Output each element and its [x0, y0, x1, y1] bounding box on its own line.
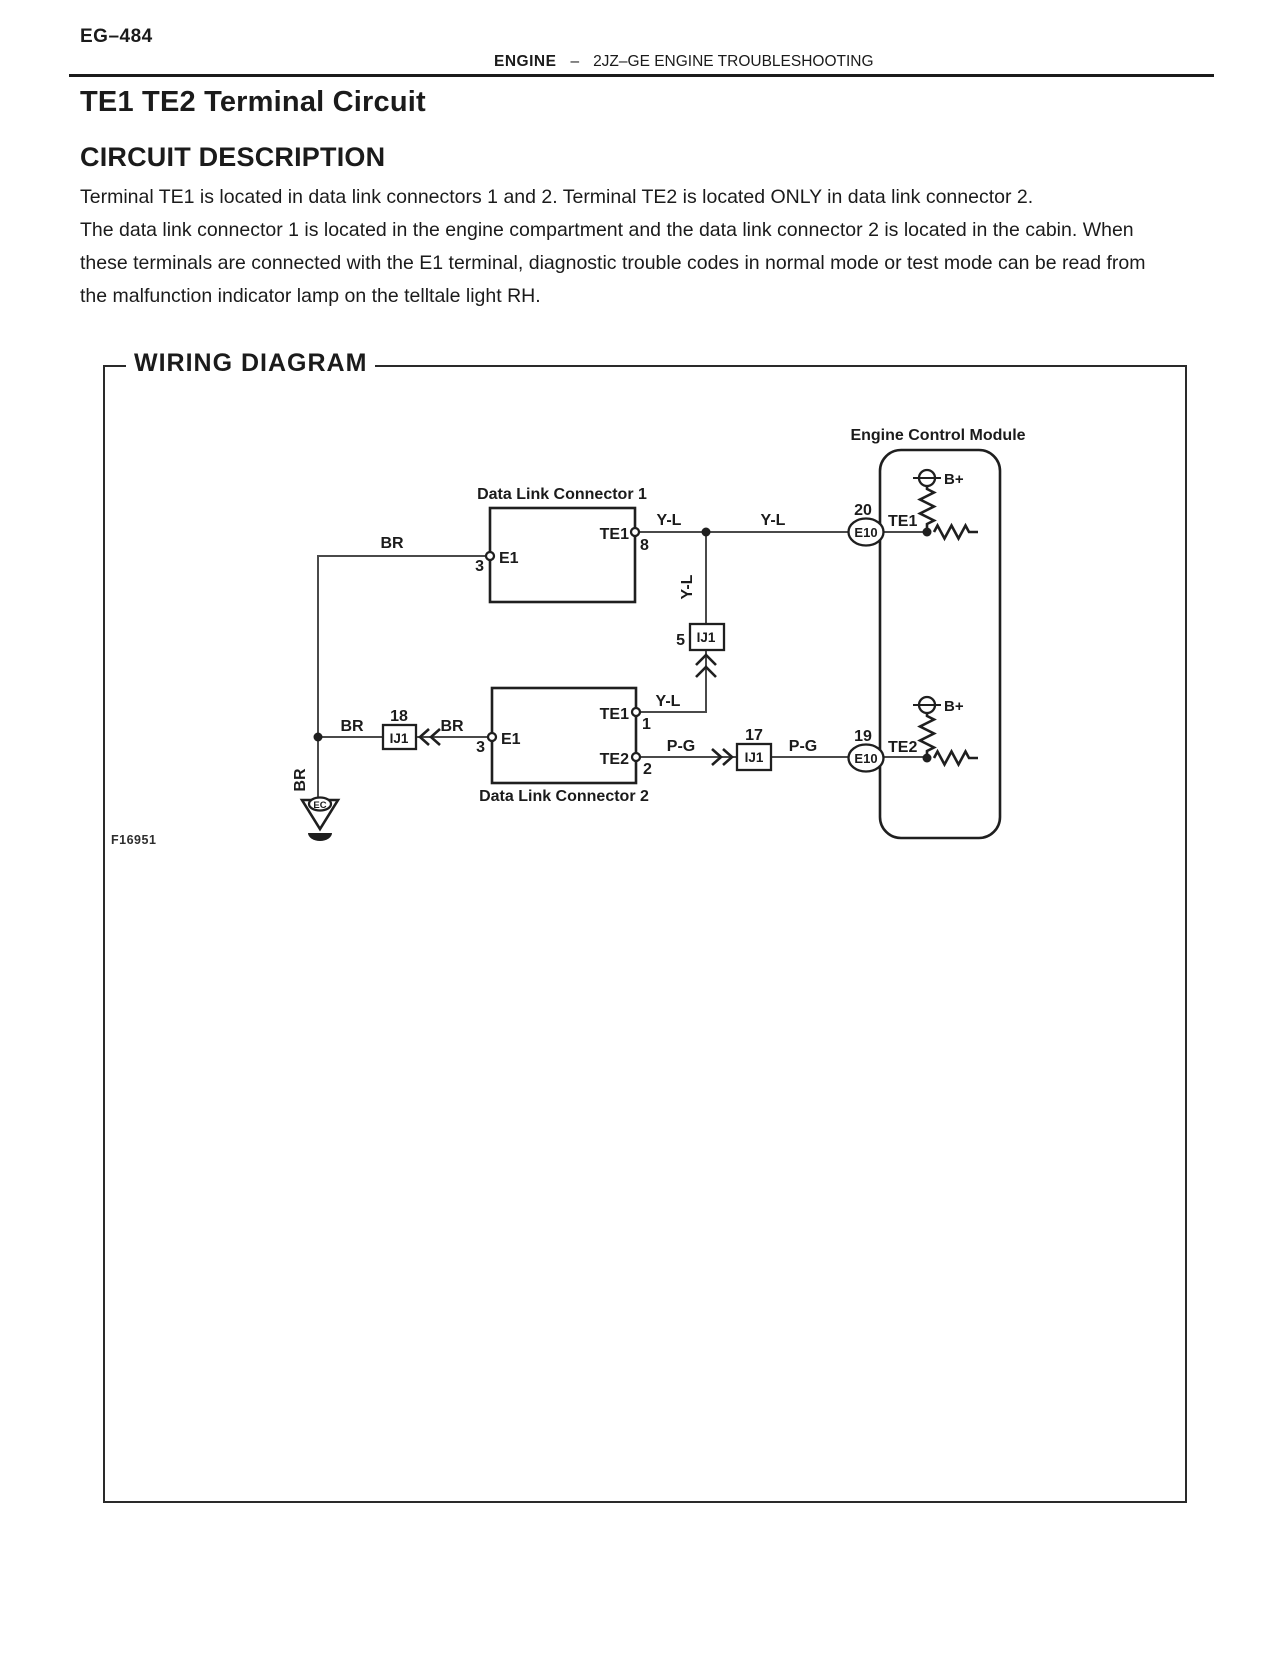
description-paragraph-1: Terminal TE1 is located in data link connectors 1 and 2. Terminal TE2 is located ONLY in data link connector 2.: [80, 186, 1034, 208]
section-heading: CIRCUIT DESCRIPTION: [80, 142, 386, 172]
b-plus-label: B+: [944, 471, 964, 488]
resistor-icon: [934, 526, 978, 539]
ecm-pin-19: 19: [854, 728, 872, 745]
page-title: TE1 TE2 Terminal Circuit: [80, 86, 426, 118]
dlc2-pin-2: 2: [643, 761, 652, 778]
dlc2-te2-label: TE2: [599, 751, 629, 768]
dlc2-te1-label: TE1: [599, 706, 629, 723]
wire-color-br: BR: [292, 768, 309, 792]
dlc1-pin-8: 8: [640, 537, 649, 554]
dlc2-pin-3: 3: [476, 739, 485, 756]
wiring-diagram-canvas: [103, 365, 1183, 1499]
ground-code-label: EC: [313, 800, 327, 811]
wire-color-br: BR: [380, 535, 404, 552]
terminal-pin-icon: [488, 733, 496, 741]
junction-ij1-label: IJ1: [744, 750, 764, 765]
figure-code: F16951: [111, 833, 157, 847]
terminal-pin-icon: [632, 753, 640, 761]
wire-br-ground-run: [318, 556, 490, 800]
dlc2-title: Data Link Connector 2: [479, 788, 649, 805]
dlc1-e1-label: E1: [499, 550, 519, 567]
resistor-icon: [920, 486, 934, 532]
junction-pin-18: 18: [390, 708, 408, 725]
junction-ij1-label: IJ1: [696, 630, 716, 645]
page-number: EG–484: [80, 26, 153, 47]
junction-dot: [923, 754, 932, 763]
dlc1-pin-3: 3: [475, 558, 484, 575]
ecm-box: [880, 450, 1000, 838]
ground-base-icon: [308, 833, 332, 841]
wire-color-br: BR: [440, 718, 464, 735]
running-header-separator: –: [570, 53, 580, 70]
wire-color-pg: P-G: [788, 738, 818, 755]
circuit-description: [80, 181, 1150, 313]
resistor-icon: [920, 713, 934, 758]
wire-color-yl: Y-L: [655, 693, 681, 710]
wire-color-pg: P-G: [666, 738, 696, 755]
wire-color-yl: Y-L: [679, 574, 696, 600]
dlc1-te1-label: TE1: [599, 526, 629, 543]
terminal-pin-icon: [631, 528, 639, 536]
dlc2-pin-1: 1: [642, 716, 651, 733]
ecm-pin-20: 20: [854, 502, 872, 519]
terminal-pin-icon: [632, 708, 640, 716]
dlc2-e1-label: E1: [501, 731, 521, 748]
wire-color-yl: Y-L: [760, 512, 786, 529]
wiring-diagram-legend: WIRING DIAGRAM: [126, 349, 375, 378]
junction-dot: [923, 528, 932, 537]
junction-pin-17: 17: [745, 727, 763, 744]
ecm-te1-label: TE1: [888, 513, 918, 530]
terminal-pin-icon: [486, 552, 494, 560]
e10-connector-label: E10: [854, 525, 878, 540]
resistor-icon: [934, 752, 978, 765]
description-paragraph-2: The data link connector 1 is located in the engine compartment and the data link connector 2 is located in the cabin. When these terminals are connected with the E1 terminal, diagnostic trouble codes in normal mode or test mode can be read from the malfunction indicator lamp on the telltale light RH.: [80, 219, 1146, 307]
junction-dot: [314, 733, 323, 742]
ecm-te2-label: TE2: [888, 739, 918, 756]
b-plus-label: B+: [944, 698, 964, 715]
junction-dot: [702, 528, 711, 537]
ecm-title: Engine Control Module: [850, 427, 1026, 444]
wire-color-br: BR: [340, 718, 364, 735]
running-header-section: ENGINE: [494, 53, 557, 70]
e10-connector-label: E10: [854, 751, 878, 766]
running-header: [494, 53, 874, 71]
running-header-title: 2JZ–GE ENGINE TROUBLESHOOTING: [593, 53, 874, 70]
dlc1-title: Data Link Connector 1: [477, 486, 647, 503]
header-rule: [69, 74, 1214, 77]
junction-pin-5: 5: [676, 632, 685, 649]
wire-color-yl: Y-L: [656, 512, 682, 529]
junction-ij1-label: IJ1: [389, 731, 409, 746]
